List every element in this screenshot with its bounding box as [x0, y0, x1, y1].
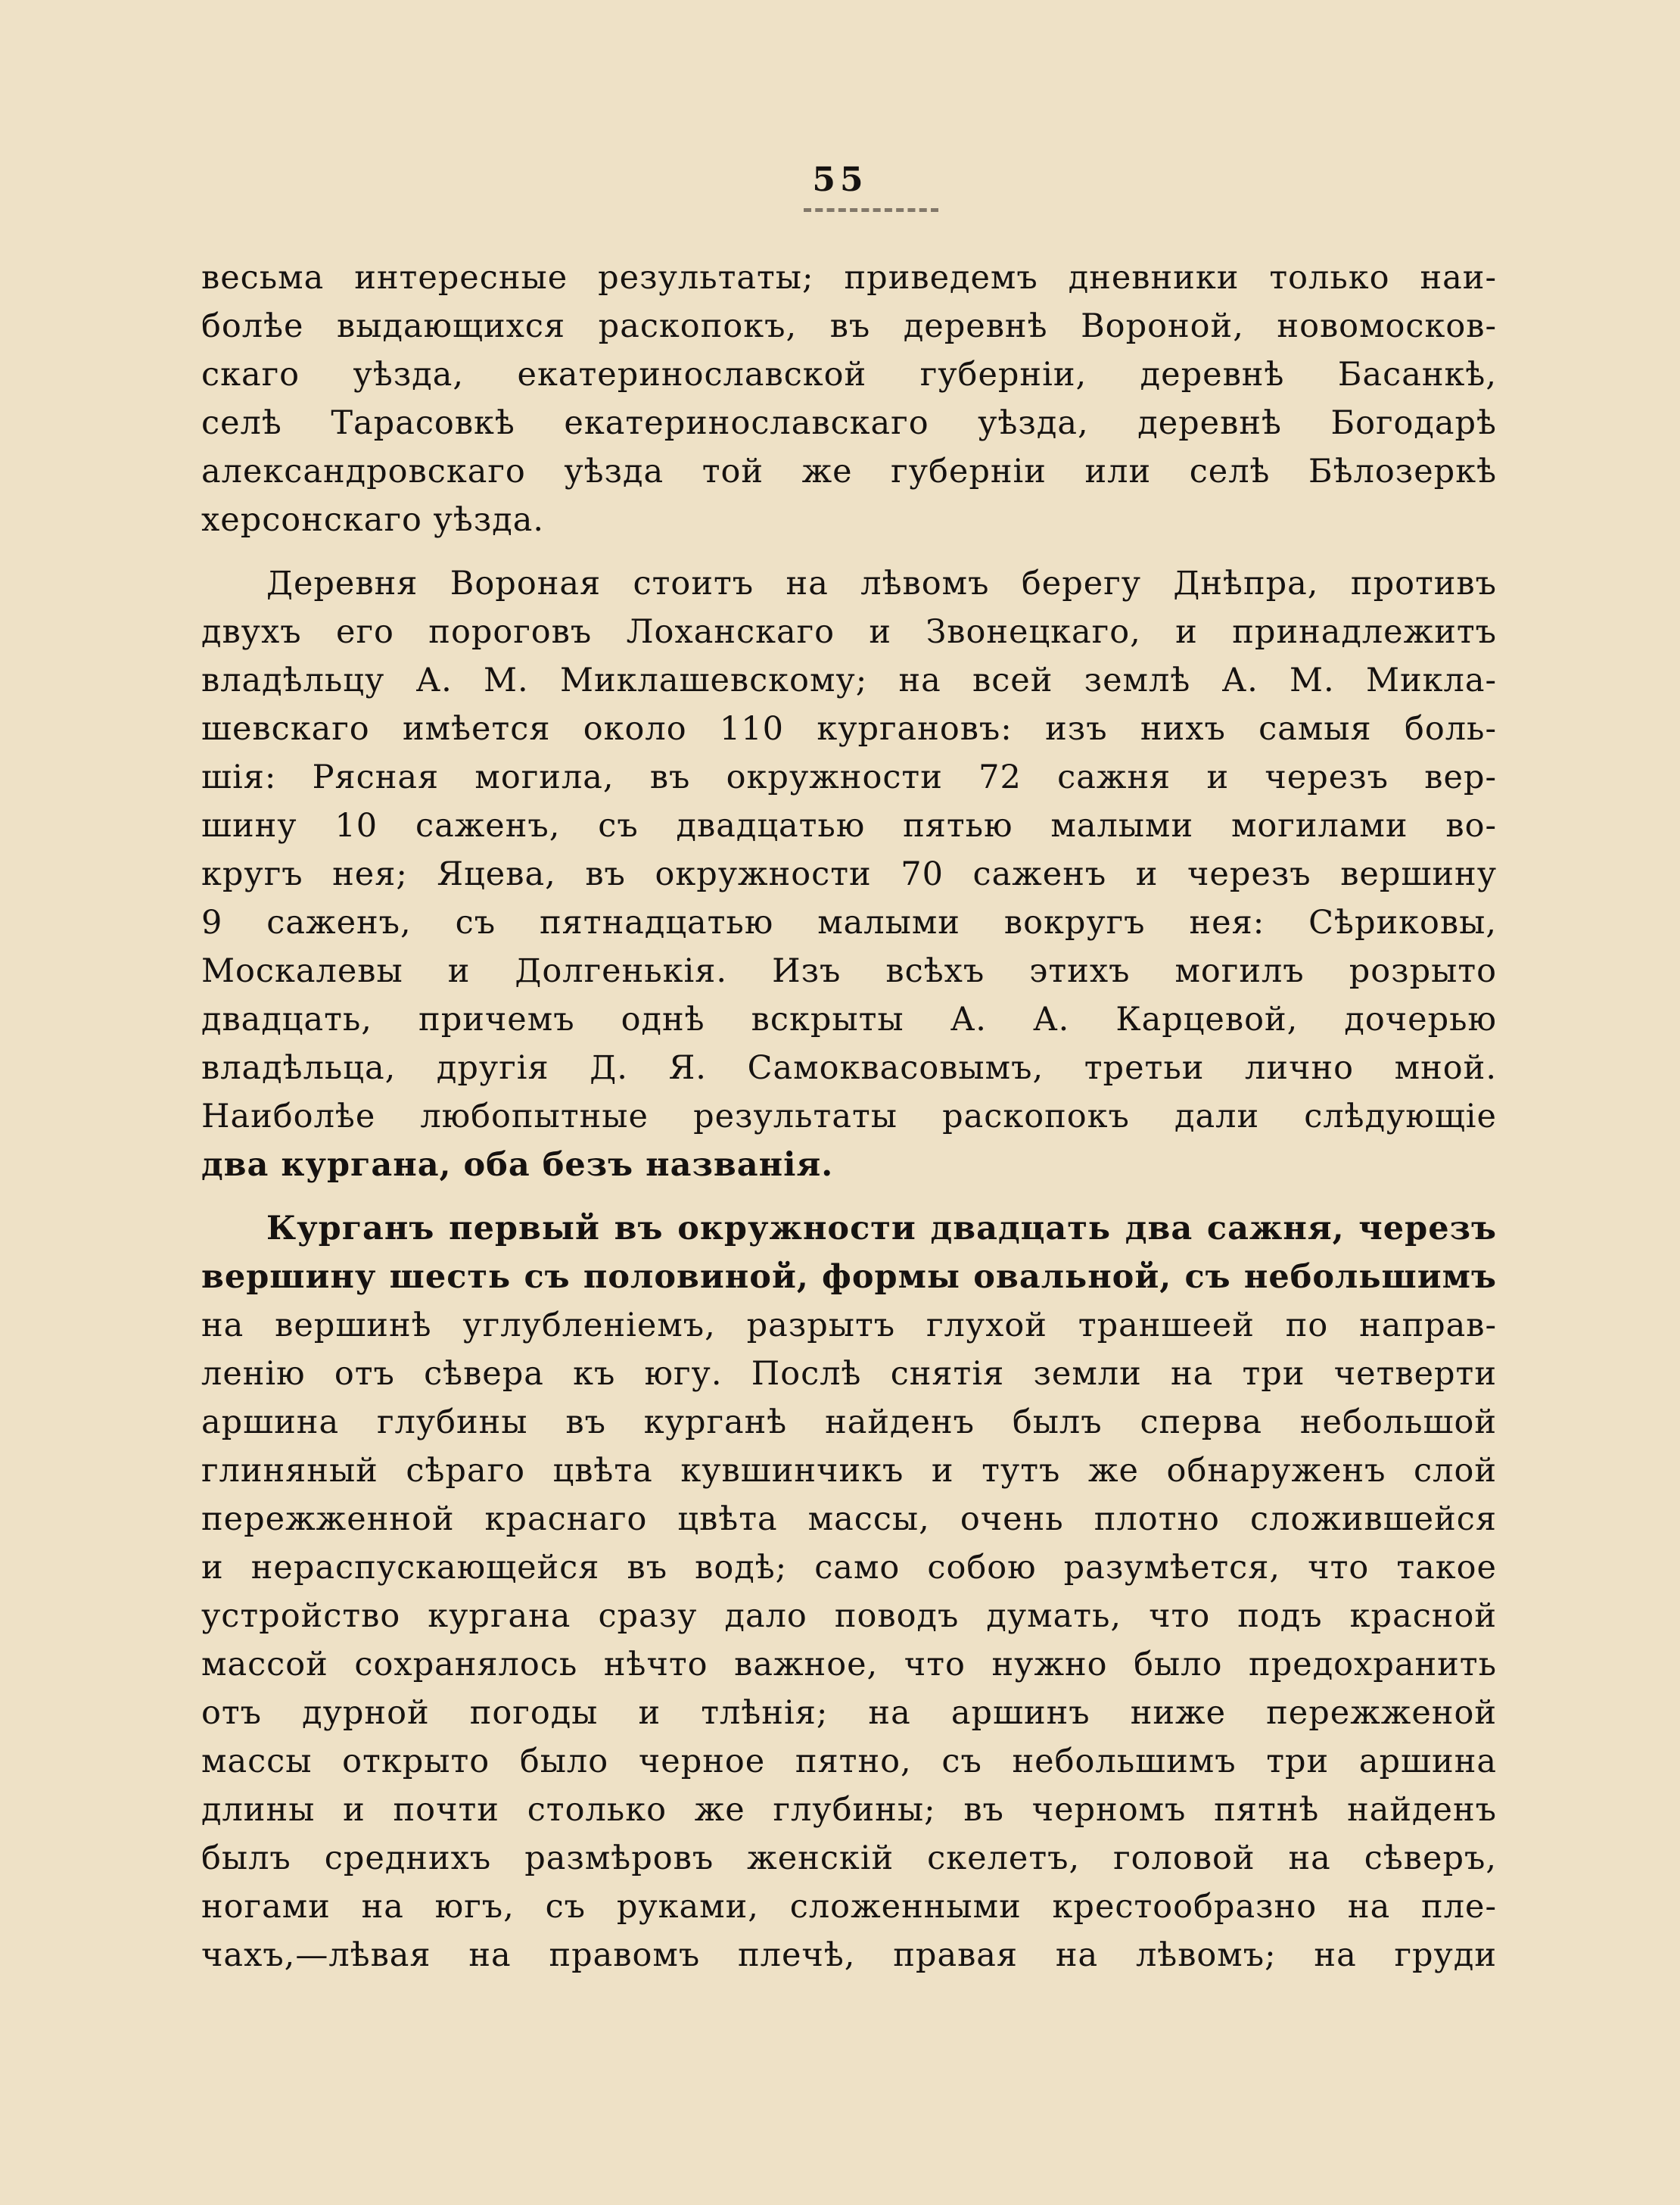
text-line: аршина глубины въ курганѣ найденъ былъ сперва небольшой	[201, 1403, 1497, 1441]
text-line: пережженной краснаго цвѣта массы, очень плотно сложившейся	[201, 1500, 1497, 1538]
text-line: шія: Рясная могила, въ окружности 72 сажня и черезъ вер-	[201, 758, 1497, 796]
text-line: устройство кургана сразу дало поводъ думать, что подъ красной	[201, 1597, 1497, 1635]
text-line: Курганъ первый въ окружности двадцать два сажня, черезъ	[266, 1210, 1497, 1247]
paragraph-gap	[201, 1189, 1497, 1204]
text-line: два кургана, оба безъ названія.	[201, 1146, 834, 1184]
text-line: ленію отъ сѣвера къ югу. Послѣ снятія земли на три четверти	[201, 1355, 1497, 1393]
text-line: глиняный сѣраго цвѣта кувшинчикъ и тутъ же обнаруженъ слой	[201, 1452, 1497, 1490]
text-line: болѣе выдающихся раскопокъ, въ деревнѣ Вороной, новомосков-	[201, 307, 1497, 345]
text-line: владѣльцу А. М. Миклашевскому; на всей землѣ А. М. Микла-	[201, 662, 1497, 699]
text-line: длины и почти столько же глубины; въ черномъ пятнѣ найденъ	[201, 1791, 1497, 1829]
text-line: Москалевы и Долгенькія. Изъ всѣхъ этихъ могилъ розрыто	[201, 952, 1497, 990]
text-line: александровскаго уѣзда той же губерніи или селѣ Бѣлозеркѣ	[201, 453, 1497, 491]
text-line: на вершинѣ углубленіемъ, разрытъ глухой траншеей по направ-	[201, 1306, 1497, 1344]
page-number: 55	[812, 160, 868, 199]
text-line: вершину шесть съ половиной, формы овальной, съ небольшимъ	[201, 1258, 1497, 1296]
text-line: отъ дурной погоды и тлѣнія; на аршинъ ниже пережженой	[201, 1694, 1497, 1732]
text-line: скаго уѣзда, екатеринославской губерніи, деревнѣ Басанкѣ,	[201, 356, 1497, 394]
text-line: ногами на югъ, съ руками, сложенными крестообразно на пле-	[201, 1888, 1497, 1926]
text-line: весьма интересные результаты; приведемъ дневники только наи-	[201, 259, 1497, 297]
text-line: херсонскаго уѣзда.	[201, 501, 544, 539]
text-line: селѣ Тарасовкѣ екатеринославскаго уѣзда, деревнѣ Богодарѣ	[201, 404, 1497, 442]
text-line: двадцать, причемъ однѣ вскрыты А. А. Карцевой, дочерью	[201, 1001, 1497, 1039]
text-body	[201, 254, 1497, 1979]
page-number-rule	[804, 208, 938, 212]
text-line: Деревня Вороная стоитъ на лѣвомъ берегу Днѣпра, противъ	[266, 565, 1497, 603]
text-line: массой сохранялось нѣчто важное, что нужно было предохранить	[201, 1646, 1497, 1683]
text-line: двухъ его пороговъ Лоханскаго и Звонецкаго, и принадлежитъ	[201, 613, 1497, 651]
text-line: владѣльца, другія Д. Я. Самоквасовымъ, третьи лично мной.	[201, 1049, 1497, 1087]
paragraph-2	[201, 559, 1497, 1189]
text-line: шевскаго имѣется около 110 кургановъ: изъ нихъ самыя боль-	[201, 710, 1497, 748]
paragraph-1	[201, 254, 1497, 544]
paragraph-3	[201, 1204, 1497, 1979]
text-line: былъ среднихъ размѣровъ женскій скелетъ, головой на сѣверъ,	[201, 1839, 1497, 1877]
text-line: Наиболѣе любопытные результаты раскопокъ дали слѣдующіе	[201, 1098, 1497, 1135]
text-line: и нераспускающейся въ водѣ; само собою разумѣется, что такое	[201, 1549, 1497, 1587]
text-line: чахъ,—лѣвая на правомъ плечѣ, правая на лѣвомъ; на груди	[201, 1936, 1497, 1974]
text-line: 9 саженъ, съ пятнадцатью малыми вокругъ нея: Сѣриковы,	[201, 904, 1497, 942]
text-line: кругъ нея; Яцева, въ окружности 70 саженъ и черезъ вершину	[201, 855, 1497, 893]
text-line: массы открыто было черное пятно, съ небольшимъ три аршина	[201, 1743, 1497, 1780]
text-line: шину 10 саженъ, съ двадцатью пятью малыми могилами во-	[201, 807, 1497, 845]
paragraph-gap	[201, 544, 1497, 559]
